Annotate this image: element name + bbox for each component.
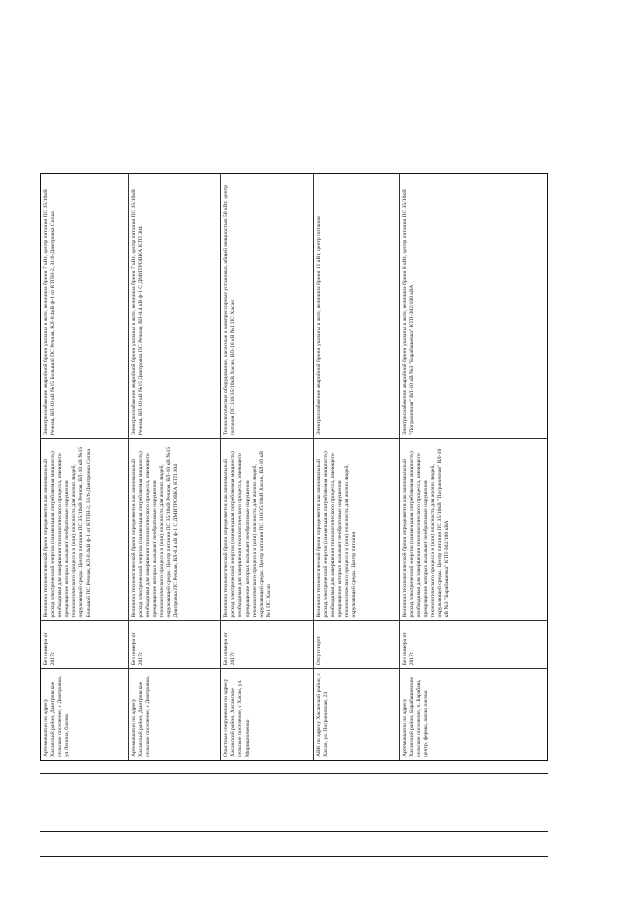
reserve-cell: Электроснабжение аварийной брони указаны в акте, величина брони 8 кВт, центр питания ПС 35/10кВ "Пограничная" ВЛ-10 кВ №3 "Барабашевка" КТП-302/100 кВА [401, 189, 415, 436]
description-cell: Величина технологической брони определяется как минимальный расход электрической энергии (наименьшая потребляемая мощность) необходимая для завершения технологического процесса, имеющего прекращение которых вызывает необратимые нарушения технологического процесса и (или) опасность для жизни людей, окружающей среды. Центр питания ПС 35/10кВ "Пограничная" ВЛ-10 кВ №3 "Барабашевка" КТП-302/100 кВА [400, 438, 547, 620]
table-row [41, 174, 129, 760]
document-cell: Без номера от 2017г [41, 620, 128, 668]
document-cell: Без номера от 2017г [221, 620, 313, 668]
document-cell: Без номера от 2017г [400, 620, 547, 668]
technological-reserve-table [40, 173, 548, 761]
table-row [314, 174, 400, 760]
description-cell: Величина технологической брони определяется как минимальный расход электрической энергии (наименьшая потребляемая мощность) необходимая для завершения технологического процесса, имеющего прекращение которых вызывает необратимые нарушения технологического процесса и (или) опасность для жизни людей, окружающей среды. Центр питания [314, 438, 399, 620]
document-cell: Отсутствует [314, 620, 399, 668]
reserve-cell: Электроснабжение аварийной брони указаны в акте, величина брони 7 кВт, центр питания ПС 35/10кВ Речная, ВЛ-10 кВ №15 Дмитровка ПС Речная, ВЛ-0.4 кВ ф-1 С ДМИТРОВКА КТП 304 [130, 189, 144, 436]
reserve-cell: Технологическое оборудование, насосные и компрессорные установки, общей мощностью 50 кВт, центр питания ПС 110/35/10кВ Хасан, ВЛ-10 кВ №1 ПС Хасан [223, 185, 237, 436]
horizontal-divider [40, 856, 548, 857]
description-cell: Величина технологической брони определяется как минимальный расход электрической энергии (наименьшая потребляемая мощность) необходимая для завершения технологического процесса, имеющего прекращение которых вызывает необратимые нарушения технологического процесса и (или) опасность для жизни людей, окружающей среды. Центр питания ПС 110/35/10кВ Хасан, ВЛ-10 кВ №1 ПС Хасан [221, 438, 313, 620]
location-cell: Очистные сооружения по адресу Хасанский район, Хасанское сельское поселение, с Хасан, ул. Мирошниченко [221, 668, 313, 760]
document-cell: Без номера от 2017г [129, 620, 221, 668]
location-cell: Артемовкатно по адресу Хасанский район, Дмитровское сельское поселение, с Дмитровка, [129, 668, 221, 760]
location-cell: Артемовкатно по адресу Хасанский район, Барабашевское сельское поселение, п. Барабаш, центр, фермы, около пасеки [400, 668, 547, 760]
description-cell: Величина технологической брони определяется как минимальный расход электрической энергии (наименьшая потребляемая мощность) необходимая для завершения технологического процесса, имеющего прекращение которых вызывает необратимые нарушения технологического процесса и (или) опасность для жизни людей, окружающей среды. Центр питания ПС 35/10кВ Речная, ВЛ-10 кВ №15 Дмитровка ПС Речная, ВЛ-0.4 кВ ф-1 С ДМИТРОВКА КТП 304 [129, 438, 221, 620]
rotated-table-container [40, 173, 548, 761]
table-row [221, 174, 314, 760]
reserve-cell: Электроснабжение аварийной брони указаны в акте, величина брони 11 кВт, центр питания [315, 216, 322, 436]
location-cell: АВК по адресу Хасанский район, с Хасан, ул. Пограничная, 23 [314, 668, 399, 760]
table-row [400, 174, 547, 760]
horizontal-divider [40, 773, 548, 774]
horizontal-divider [40, 831, 548, 832]
reserve-cell: Электроснабжение аварийной брони указаны в акте, величина брони 7 кВт, центр питания ПС 35/10кВ Речная, ВЛ-10 кВ №15 Большой ПС Речная, КЛ-0.4кВ ф-1 от КТПН-2, 31/6-Дмитровка Сипка [43, 189, 57, 436]
description-cell: Величина технологической брони определяется как минимальный расход электрической энергии (наименьшая потребляемая мощность) необходимая для завершения технологического процесса, имеющего прекращение которых вызывает необратимые нарушения технологического процесса и (или) опасность для жизни людей, окружающей среды. Центр питания ПС 35/10кВ Речная, ВЛ-10 кВ №15 Большой ПС Речная, КЛ-0.4кВ ф-1 от КТПН-2, 31/6-Дмитровка Сипка [41, 438, 128, 620]
table-row [129, 174, 222, 760]
location-cell: Артемовкатно по адресу Хасанский район, Дмитровское сельское поселение, с Дмитровка, ул Ленина, близко [41, 668, 128, 760]
